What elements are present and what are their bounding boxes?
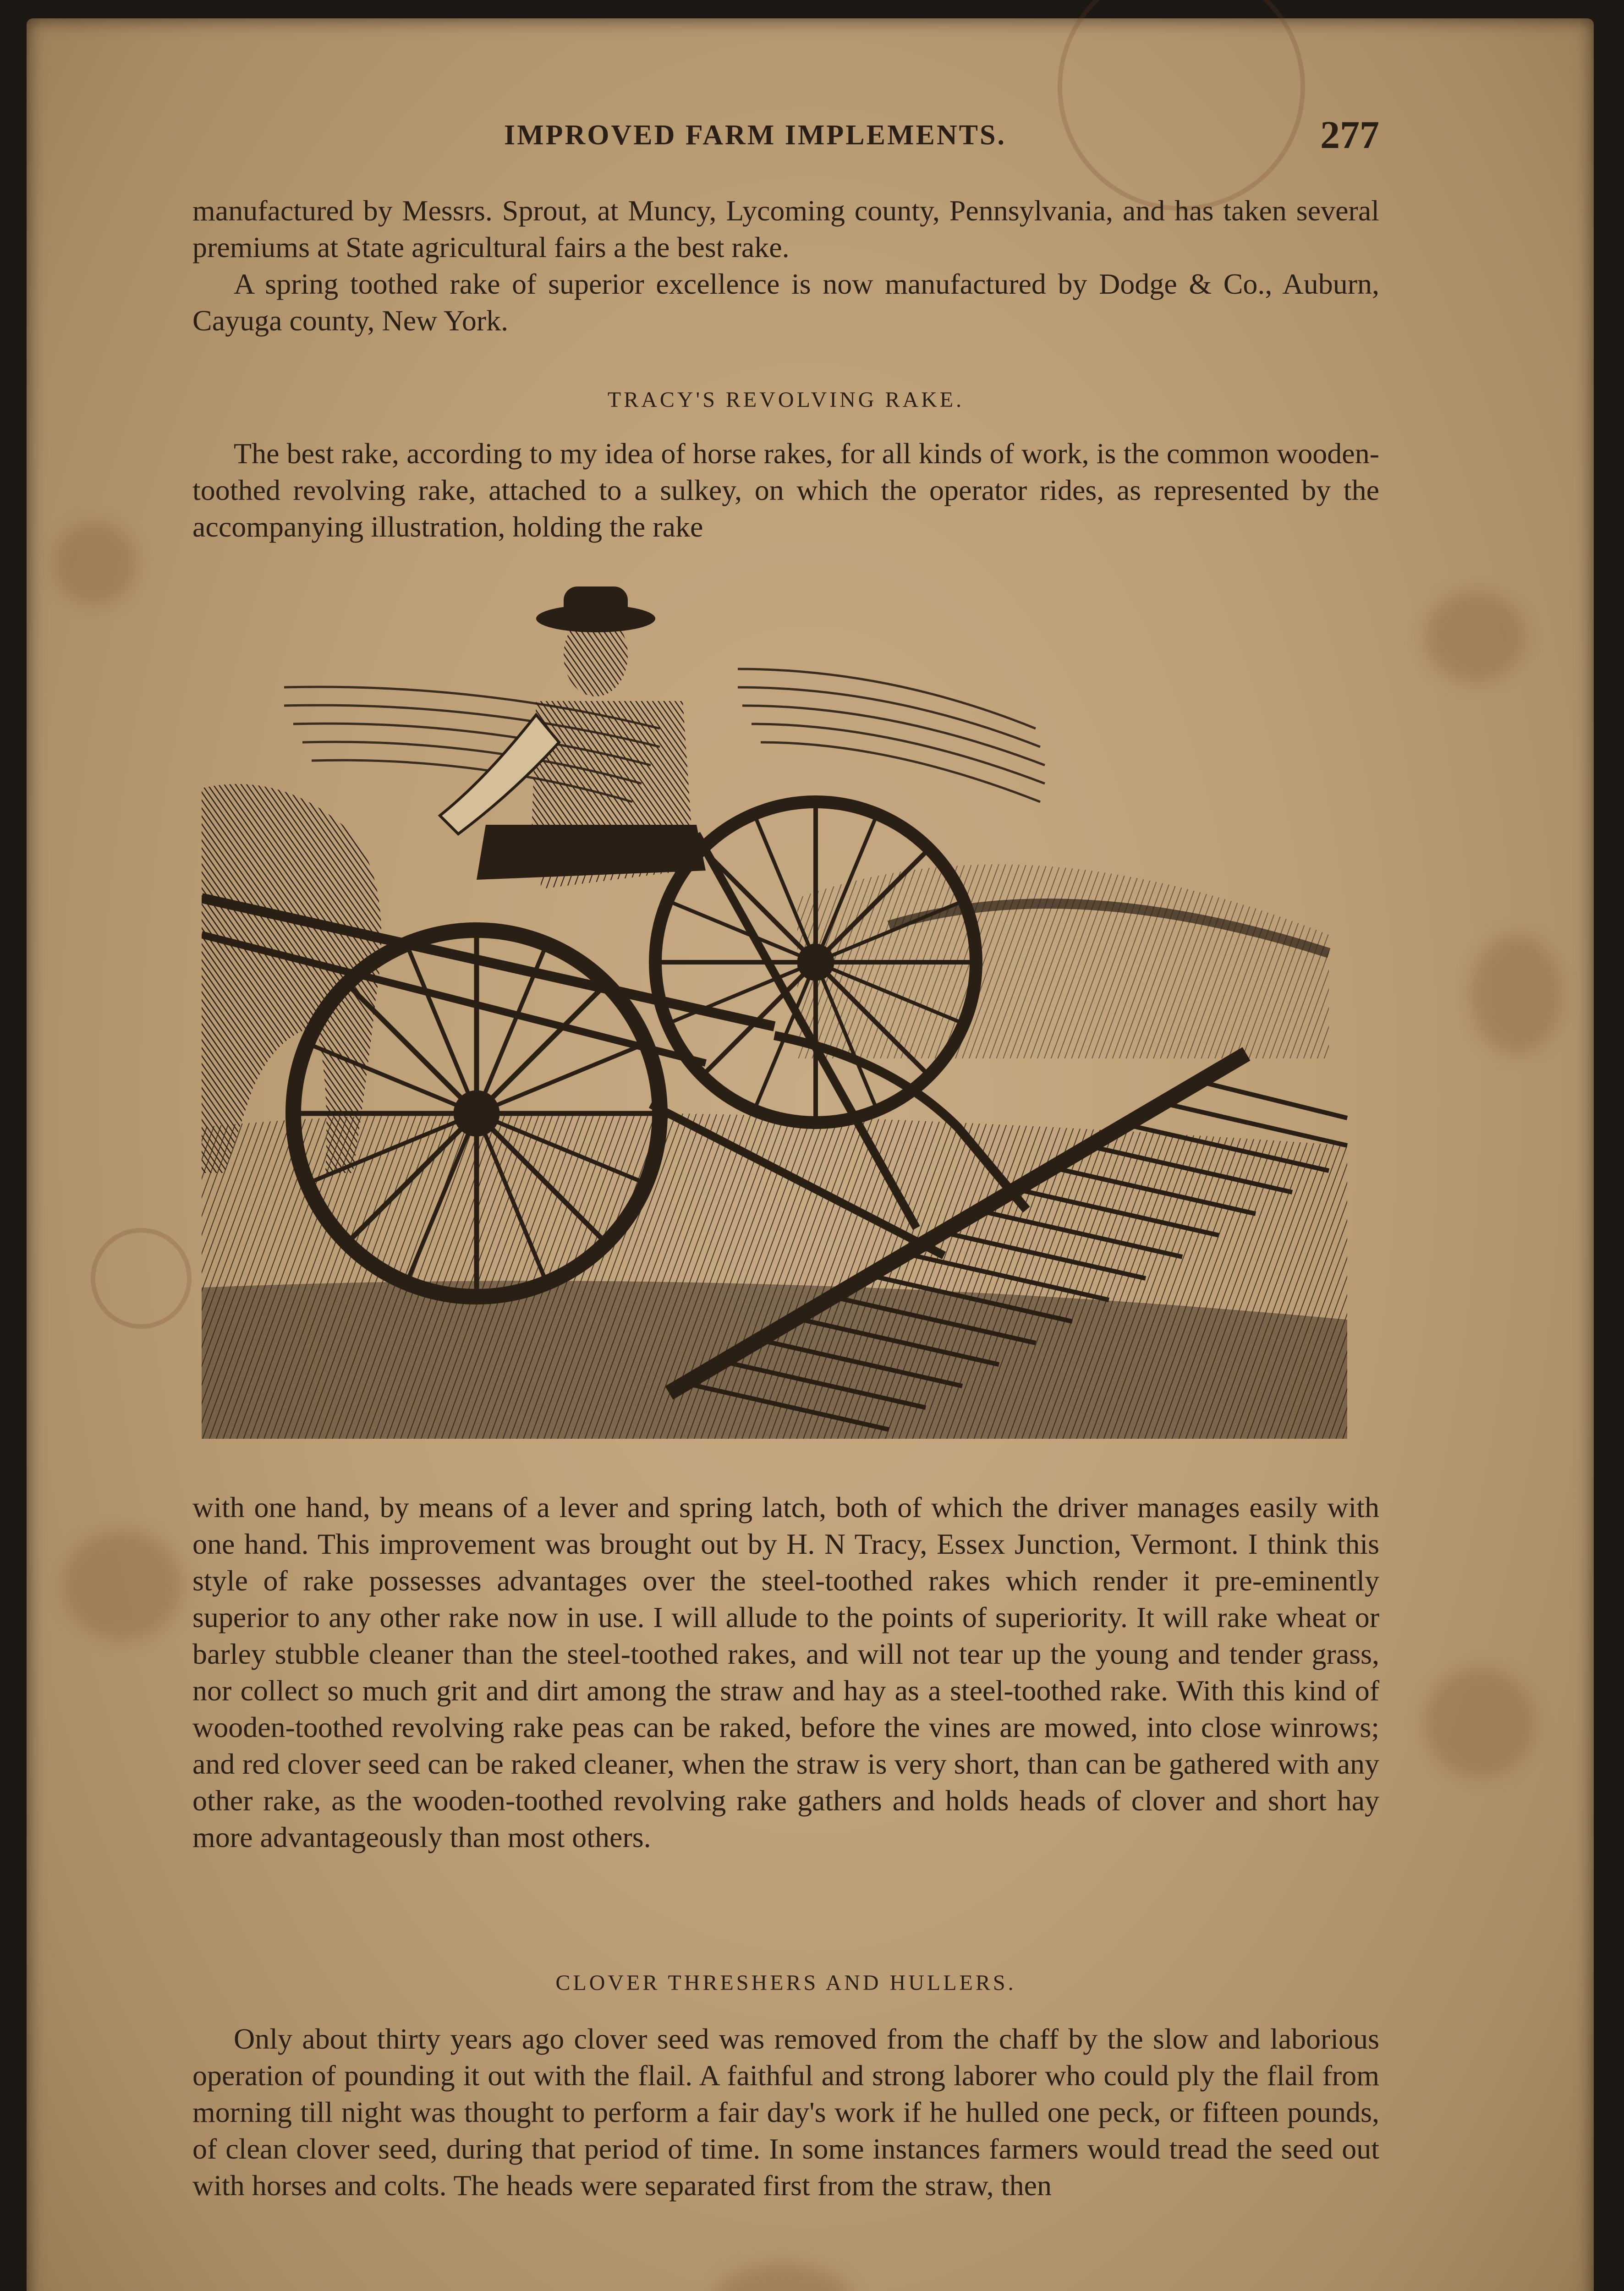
foxing-stain [1424,591,1525,683]
page-number: 277 [1320,113,1379,157]
section-heading-clover-threshers: CLOVER THRESHERS AND HULLERS. [555,1971,1016,1995]
near-wheel [293,930,660,1297]
driver-figure [440,586,706,889]
page-header [192,113,1379,160]
foxing-stain [63,1530,182,1640]
intro-text [192,192,1379,339]
section-heading-tracys-rake: TRACY'S REVOLVING RAKE. [607,388,965,412]
foxing-stain [714,2264,851,2291]
foxing-stain [1424,1668,1534,1778]
water-ring [91,1228,192,1329]
section2-text [192,2021,1379,2204]
section1-text-top [192,435,1379,545]
running-title: IMPROVED FARM IMPLEMENTS. [504,120,1006,151]
foxing-stain [54,522,137,605]
revolving-rake-illustration [202,577,1375,1448]
section1-text-bottom [192,1489,1379,1856]
section1-paragraph-1: The best rake, according to my idea of horse rakes, for all kinds of work, is the common wooden-toothed revolving rake, attached to a sulkey, on which the operator rides, as represented by the accompanying illustration, holding the rake [192,437,1379,543]
section1-paragraph-2: with one hand, by means of a lever and spring latch, both of which the driver manages easily with one hand. This improvement was brought out by H. N Tracy, Essex Junction, Vermont. I think this style of rake possesses advantages over the steel-toothed rakes which render it pre-eminently superior to any other rake now in use. I will allude to the points of superiority. It will rake wheat or barley stubble cleaner than the steel-toothed rakes, and will not tear up the young and tender grass, nor collect so much grit and dirt among the straw and hay as a steel-toothed rake. With this kind of wooden-toothed revolving rake peas can be raked, before the vines are mowed, into close winrows; and red clover seed can be raked cleaner, when the straw is very short, than can be gathered with any other rake, as the wooden-toothed revolving rake gathers and holds heads of clover and short hay more advantageously than most others. [192,1491,1379,1853]
intro-paragraph-2: A spring toothed rake of superior excellence is now manufactured by Dodge & Co., Auburn, Cayuga county, New York. [192,268,1379,337]
section2-paragraph-1: Only about thirty years ago clover seed was removed from the chaff by the slow and laborious operation of pounding it out with the flail. A faithful and strong laborer who could ply the flail from morning till night was thought to perform a fair day's work if he hulled one peck, or fifteen pounds, of clean clover seed, during that period of time. In some instances farmers would tread the seed out with horses and colts. The heads were separated first from the straw, then [192,2022,1379,2202]
intro-paragraph-1: manufactured by Messrs. Sprout, at Muncy, Lycoming county, Pennsylvania, and has taken several premiums at State agricultural fairs a the best rake. [192,194,1379,263]
water-ring [1058,0,1305,211]
foxing-stain [1470,935,1562,1054]
